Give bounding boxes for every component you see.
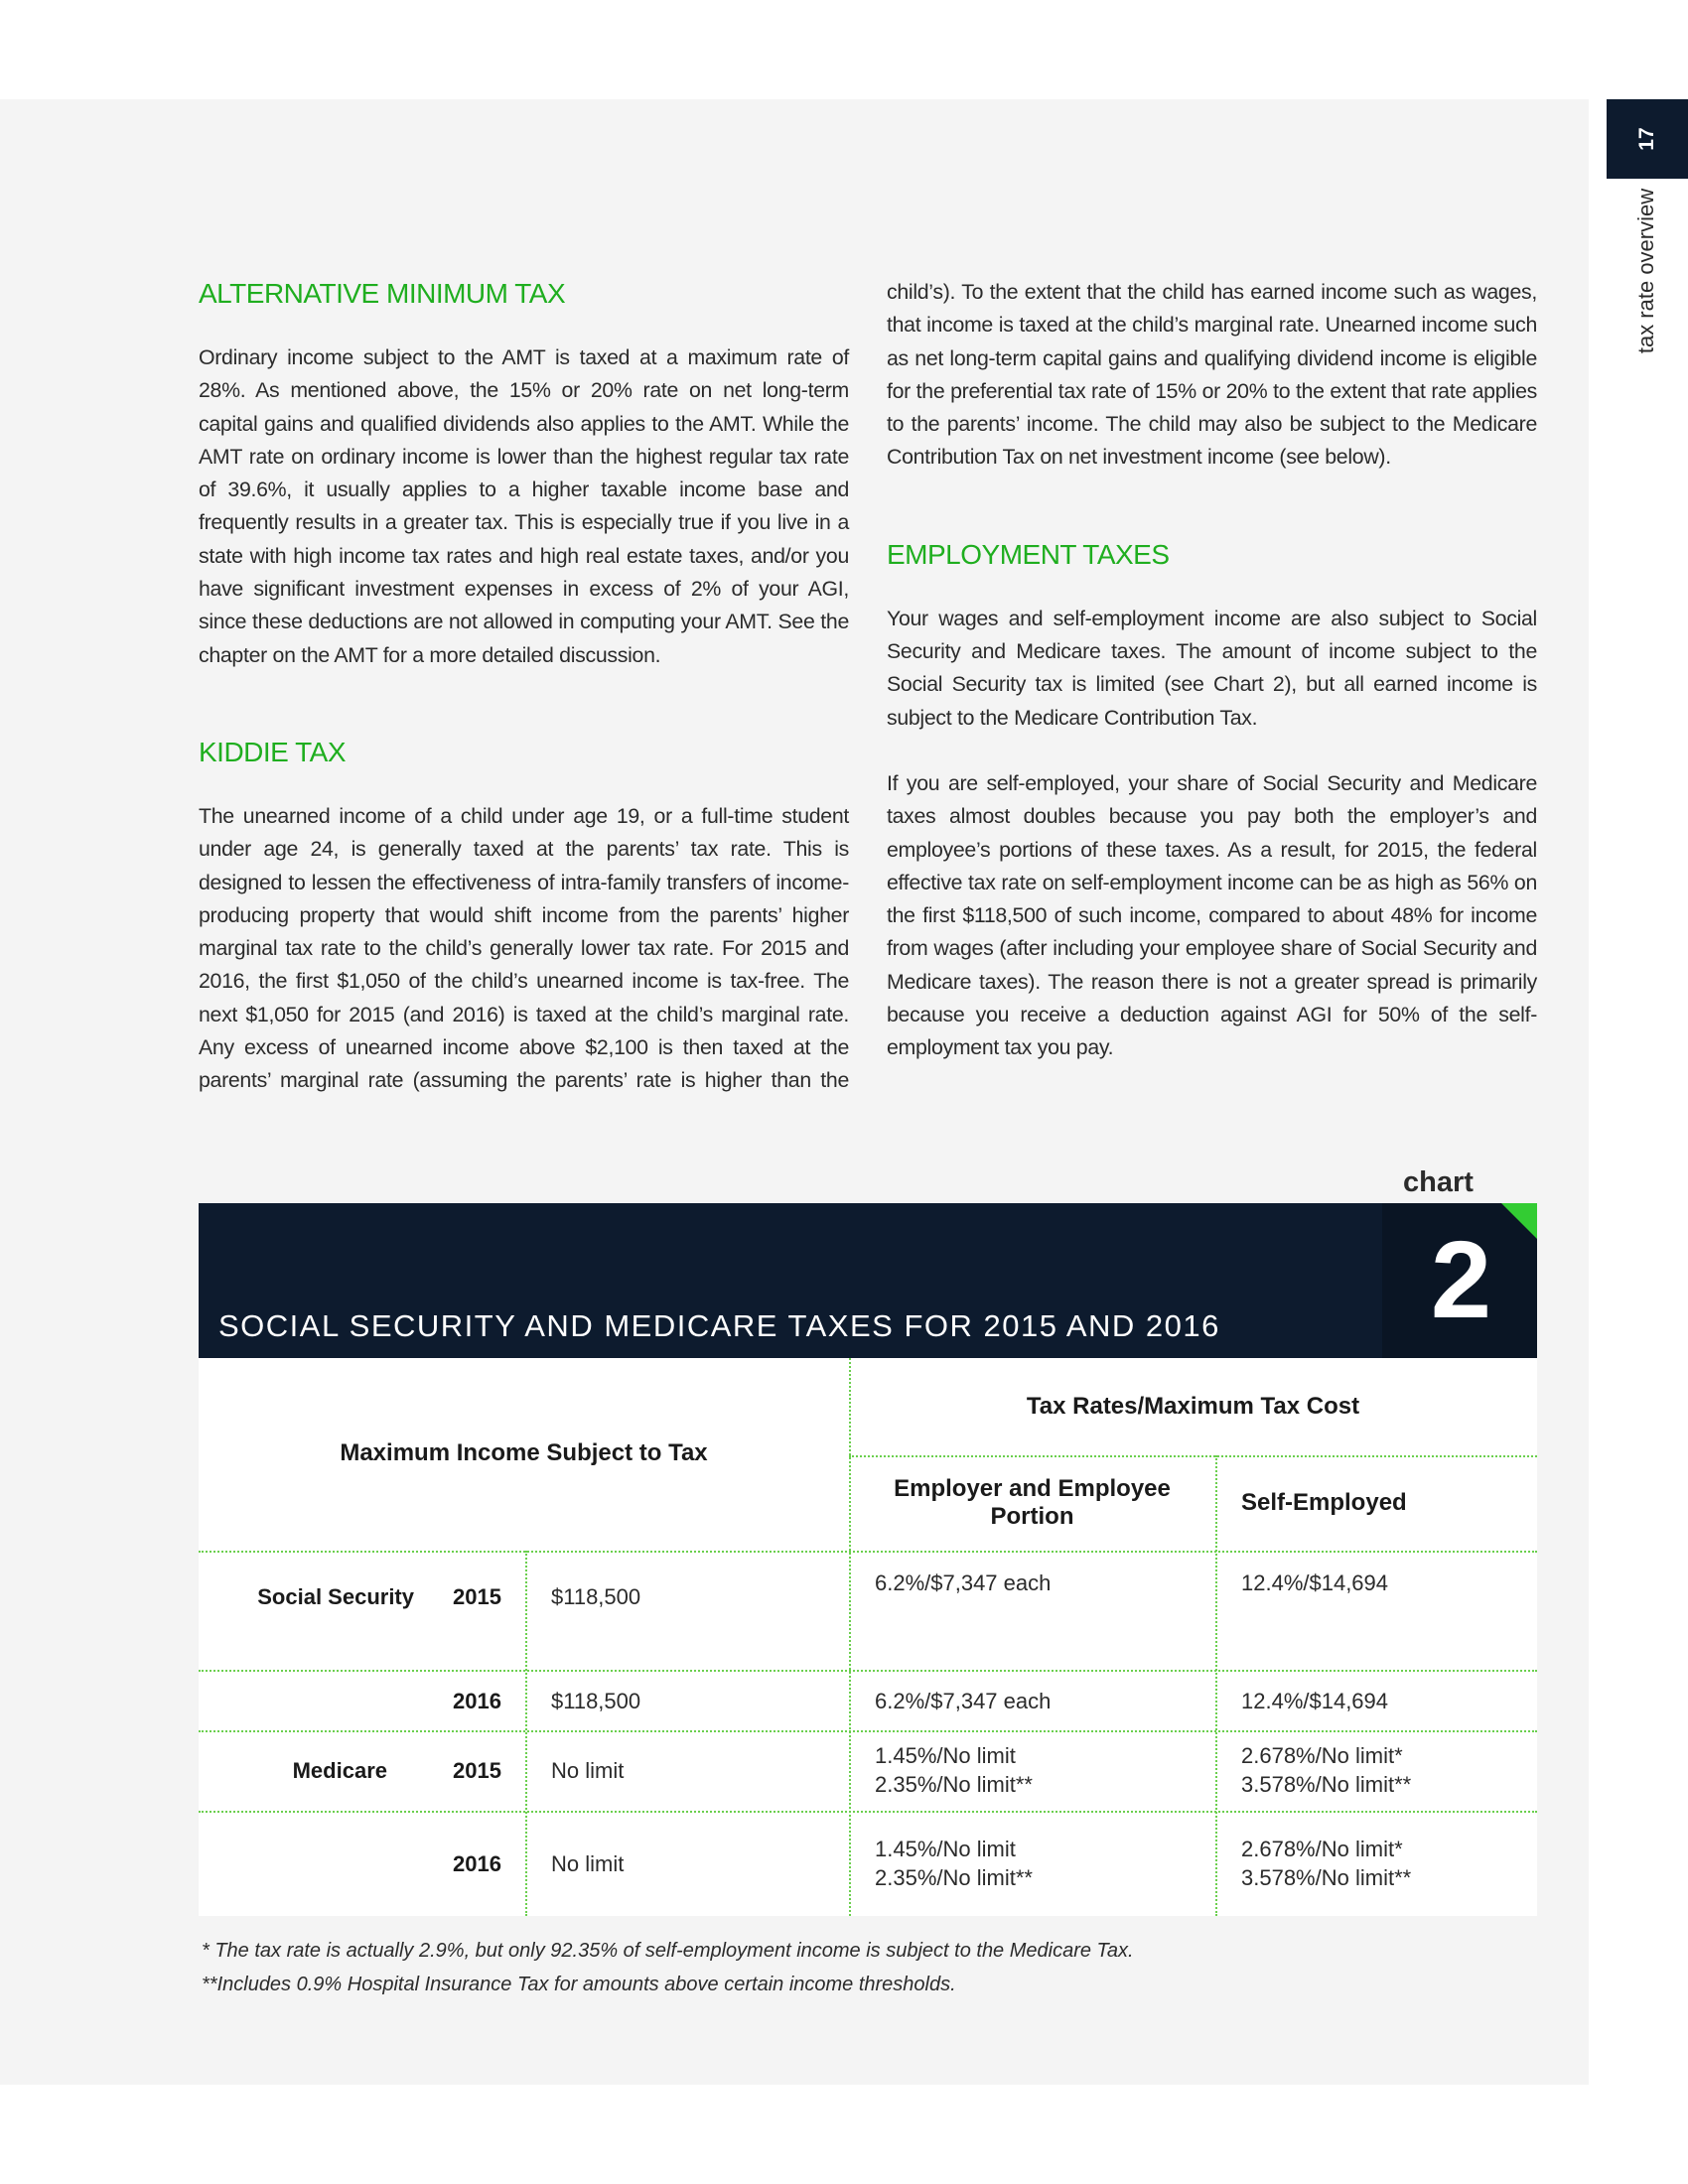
row-max-income: $118,500 — [551, 1584, 641, 1609]
table-divider — [199, 1551, 1537, 1553]
table-divider — [849, 1455, 1537, 1457]
footnote-1: * The tax rate is actually 2.9%, but only 92.35% of self-employment income is subject to the Medicare Tax. — [202, 1940, 1134, 1962]
left-column — [199, 276, 849, 1098]
table-divider — [1215, 1455, 1217, 1916]
row-self-rate-2: 3.578%/No limit** — [1241, 1865, 1412, 1890]
row-year: 2016 — [453, 1689, 501, 1713]
right-column — [887, 276, 1537, 1065]
row-year: 2016 — [453, 1851, 501, 1876]
row-self-rate: 12.4%/$14,694 — [1241, 1570, 1389, 1595]
tax-table — [199, 1358, 1537, 1916]
amt-paragraph: Ordinary income subject to the AMT is taxed at a maximum rate of 28%. As mentioned above, the 15% or 20% rate on net long-term capital gains and qualified dividends also applies to the AMT. While the AMT rate on ordinary income is lower than the highest regular tax rate of 39.6%, it usually applies to a higher taxable income base and frequently results in a greater tax. This is especially true if you live in a state with high income tax rates and high real estate taxes, and/or you have significant investment expenses in excess of 2% of your AGI, since these deductions are not allowed in computing your AMT. See the chapter on the AMT for a more detailed discussion. — [199, 345, 849, 667]
table-divider — [199, 1730, 1537, 1732]
row-max-income: No limit — [551, 1758, 625, 1783]
header-self-employed: Self-Employed — [1241, 1489, 1407, 1516]
row-self-rate-1: 2.678%/No limit* — [1241, 1837, 1403, 1861]
amt-heading: ALTERNATIVE MINIMUM TAX — [199, 278, 566, 309]
header-max-income: Maximum Income Subject to Tax — [340, 1439, 708, 1466]
footnotes — [202, 1934, 1492, 2001]
row-year: 2015 — [453, 1584, 501, 1609]
row-max-income: $118,500 — [551, 1689, 641, 1713]
row-employer-rate-1: 1.45%/No limit — [875, 1837, 1016, 1861]
kiddie-tax-paragraph-continued: child’s). To the extent that the child has earned income such as wages, that income is taxed at the child’s marginal rate. Unearned income such as net long-term capital gains and qualifying dividend income is eligible for the preferential tax rate of 15% or 20% to the extent that rate applies to the parents’ income. The child may also be subject to the Medicare Contribution Tax on net investment income (see below). — [887, 280, 1537, 470]
employment-paragraph-2: If you are self-employed, your share of Social Security and Medicare taxes almost doubles because you pay both the employer’s and employee’s portions of these taxes. As a result, for 2015, the federal effective tax rate on self-employment income can be as high as 56% on the first $118,500 of such income, compared to about 48% for income from wages (after including your employee share of Social Security and Medicare taxes). The reason there is not a greater spread is primarily because you receive a deduction against AGI for 50% of the self-employment tax you pay. — [887, 770, 1537, 1060]
chart-label: chart — [1403, 1166, 1474, 1198]
row-category: Medicare — [292, 1758, 387, 1783]
row-employer-rate-2: 2.35%/No limit** — [875, 1865, 1033, 1890]
row-employer-rate: 6.2%/$7,347 each — [875, 1570, 1052, 1595]
row-employer-rate-2: 2.35%/No limit** — [875, 1772, 1033, 1797]
row-self-rate-2: 3.578%/No limit** — [1241, 1772, 1412, 1797]
chart-title: SOCIAL SECURITY AND MEDICARE TAXES FOR 2015 AND 2016 — [218, 1308, 1220, 1343]
header-employer-employee: Employer and Employee Portion — [894, 1475, 1171, 1530]
employment-taxes-heading: EMPLOYMENT TAXES — [887, 538, 1170, 570]
row-max-income: No limit — [551, 1851, 625, 1876]
page-number: 17 — [1635, 127, 1658, 151]
table-divider — [199, 1811, 1537, 1813]
employment-paragraph-1: Your wages and self-employment income are also subject to Social Security and Medicare taxes. The amount of income subject to the Social Security tax is limited (see Chart 2), but all earned income is subject to the Medicare Contribution Tax. — [887, 606, 1537, 730]
section-side-label: tax rate overview — [1633, 188, 1658, 354]
row-employer-rate: 6.2%/$7,347 each — [875, 1689, 1052, 1713]
kiddie-tax-heading: KIDDIE TAX — [199, 736, 347, 767]
row-self-rate: 12.4%/$14,694 — [1241, 1689, 1389, 1713]
row-employer-rate-1: 1.45%/No limit — [875, 1743, 1016, 1768]
table-divider — [199, 1670, 1537, 1672]
chart-header — [199, 1203, 1537, 1358]
corner-accent-icon — [1501, 1203, 1537, 1239]
table-divider — [525, 1551, 527, 1916]
header-tax-rates: Tax Rates/Maximum Tax Cost — [1026, 1393, 1360, 1420]
chart-number-box — [1382, 1203, 1537, 1358]
kiddie-tax-paragraph: The unearned income of a child under age 19, or a full-time student under age 24, is generally taxed at the parents’ tax rate. This is designed to lessen the effectiveness of intra-family transfers of income-producing property that would shift income from the parents’ higher marginal tax rate to the child’s generally lower tax rate. For 2015 and 2016, the first $1,050 of the child’s unearned income is tax-free. The next $1,050 for 2015 (and 2016) is taxed at the child’s marginal rate. Any excess of unearned income above $2,100 is then taxed at the parents’ marginal rate (assuming the parents’ rate is higher than the — [199, 803, 849, 1093]
footnote-2: **Includes 0.9% Hospital Insurance Tax for amounts above certain income thresholds. — [202, 1974, 956, 1995]
row-category: Social Security — [257, 1584, 414, 1609]
chart-number: 2 — [1430, 1219, 1491, 1341]
table-divider — [849, 1358, 851, 1916]
row-year: 2015 — [453, 1758, 501, 1783]
row-self-rate-1: 2.678%/No limit* — [1241, 1743, 1403, 1768]
